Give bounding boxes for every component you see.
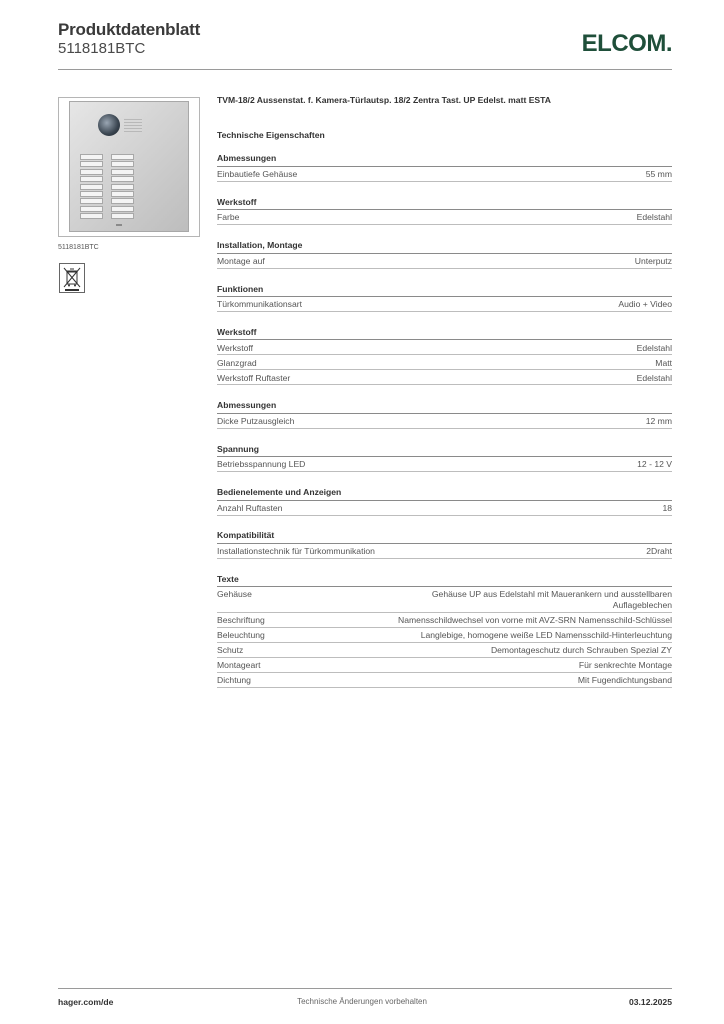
- spec-group-title: Abmessungen: [217, 153, 672, 167]
- spec-label: Werkstoff Ruftaster: [217, 372, 291, 383]
- footer-date: 03.12.2025: [628, 997, 672, 1007]
- spec-row: [217, 587, 672, 613]
- call-button-icon: [80, 191, 103, 197]
- spec-group: [217, 530, 672, 559]
- spec-label: Dichtung: [217, 675, 251, 686]
- call-button-icon: [80, 161, 103, 167]
- spec-value: Matt: [655, 357, 672, 368]
- call-button-icon: [111, 176, 134, 182]
- spec-value: Edelstahl: [636, 342, 672, 353]
- spec-row: [217, 254, 672, 269]
- spec-row: [217, 613, 672, 628]
- spec-value: 18: [662, 502, 672, 513]
- spec-value: Audio + Video: [618, 299, 672, 310]
- spec-row: [217, 297, 672, 312]
- spec-group: [217, 574, 672, 689]
- spec-value: Edelstahl: [636, 372, 672, 383]
- spec-row: [217, 544, 672, 559]
- spec-group-title: Installation, Montage: [217, 240, 672, 254]
- article-number: 5118181BTC: [58, 40, 146, 57]
- call-button-icon: [80, 213, 103, 219]
- spec-label: Türkommunikationsart: [217, 299, 303, 310]
- spec-label: Betriebsspannung LED: [217, 459, 306, 470]
- spec-value: Langlebige, homogene weiße LED Namensschild-Hinterleuchtung: [420, 630, 672, 641]
- spec-label: Werkstoff: [217, 342, 253, 353]
- call-button-icon: [80, 169, 103, 175]
- spec-group-title: Abmessungen: [217, 400, 672, 414]
- spec-row: [217, 457, 672, 472]
- footer-notice: Technische Änderungen vorbehalten: [297, 997, 427, 1006]
- spec-value: Unterputz: [634, 255, 672, 266]
- speaker-grille-icon: [124, 118, 142, 132]
- spec-value: Demontageschutz durch Schrauben Spezial ZY: [490, 645, 672, 656]
- spec-row: [217, 414, 672, 429]
- door-station-panel: [69, 101, 189, 232]
- logo-mark: [116, 224, 122, 226]
- spec-value: Gehäuse UP aus Edelstahl mit Mauerankern und ausstellbaren Auflageblechen: [431, 589, 672, 611]
- spec-label: Dicke Putzausgleich: [217, 415, 295, 426]
- spec-row: [217, 355, 672, 370]
- footer-divider: [58, 988, 672, 989]
- spec-group-title: Werkstoff: [217, 327, 672, 341]
- document-title: Produktdatenblatt: [58, 20, 201, 39]
- spec-row: [217, 370, 672, 385]
- spec-row: [217, 673, 672, 688]
- spec-group: [217, 400, 672, 429]
- product-name: TVM-18/2 Aussenstat. f. Kamera-Türlautsp. 18/2 Zentra Tast. UP Edelst. matt ESTA: [217, 95, 551, 105]
- spec-value: 2Draht: [646, 546, 672, 557]
- page-header: [58, 20, 672, 70]
- spec-label: Montageart: [217, 660, 261, 671]
- spec-value: Für senkrechte Montage: [578, 660, 672, 671]
- elcom-logo: ELCOM.: [581, 30, 672, 57]
- spec-label: Gehäuse: [217, 589, 252, 600]
- spec-row: [217, 501, 672, 516]
- spec-group-title: Werkstoff: [217, 197, 672, 211]
- spec-value: 12 - 12 V: [637, 459, 672, 470]
- spec-label: Glanzgrad: [217, 357, 257, 368]
- footer-website: hager.com/de: [58, 997, 114, 1007]
- spec-group: [217, 153, 672, 182]
- section-heading: Technische Eigenschaften: [217, 130, 325, 140]
- spec-label: Schutz: [217, 645, 244, 656]
- weee-crossed-bin-icon: [59, 263, 85, 293]
- spec-row: [217, 643, 672, 658]
- spec-group: [217, 197, 672, 226]
- call-button-icon: [80, 206, 103, 212]
- spec-value: Mit Fugendichtungsband: [577, 675, 672, 686]
- call-button-icon: [80, 184, 103, 190]
- spec-label: Beschriftung: [217, 615, 265, 626]
- header-divider: [58, 69, 672, 70]
- spec-group: [217, 444, 672, 473]
- call-button-icon: [111, 154, 134, 160]
- spec-row: [217, 167, 672, 182]
- spec-value: Edelstahl: [636, 212, 672, 223]
- product-image: [58, 97, 200, 237]
- call-button-icon: [111, 191, 134, 197]
- call-button-icon: [111, 206, 134, 212]
- spec-label: Beleuchtung: [217, 630, 265, 641]
- spec-group: [217, 327, 672, 386]
- spec-groups: [217, 153, 672, 688]
- spec-row: [217, 210, 672, 225]
- product-details: [217, 94, 672, 688]
- call-button-icon: [111, 213, 134, 219]
- spec-group: [217, 240, 672, 269]
- spec-row: [217, 628, 672, 643]
- call-button-icon: [111, 169, 134, 175]
- call-button-icon: [80, 154, 103, 160]
- spec-value: 55 mm: [645, 169, 672, 180]
- spec-group-title: Funktionen: [217, 284, 672, 298]
- spec-label: Farbe: [217, 212, 240, 223]
- spec-group-title: Spannung: [217, 444, 672, 458]
- spec-label: Anzahl Ruftasten: [217, 502, 283, 513]
- spec-row: [217, 340, 672, 355]
- spec-group: [217, 284, 672, 313]
- spec-label: Einbautiefe Gehäuse: [217, 169, 298, 180]
- spec-group: [217, 487, 672, 516]
- call-button-icon: [80, 198, 103, 204]
- spec-group-title: Texte: [217, 574, 672, 588]
- call-button-icon: [111, 184, 134, 190]
- image-caption: 5118181BTC: [58, 244, 99, 251]
- spec-group-title: Kompatibilität: [217, 530, 672, 544]
- spec-value: 12 mm: [645, 415, 672, 426]
- call-button-icon: [111, 198, 134, 204]
- spec-row: [217, 658, 672, 673]
- call-button-icon: [111, 161, 134, 167]
- spec-group-title: Bedienelemente und Anzeigen: [217, 487, 672, 501]
- spec-value: Namensschildwechsel von vorne mit AVZ-SRN Namensschild-Schlüssel: [398, 615, 672, 626]
- spec-label: Montage auf: [217, 255, 265, 266]
- camera-lens-icon: [98, 114, 120, 136]
- call-button-icon: [80, 176, 103, 182]
- spec-label: Installationstechnik für Türkommunikation: [217, 546, 375, 557]
